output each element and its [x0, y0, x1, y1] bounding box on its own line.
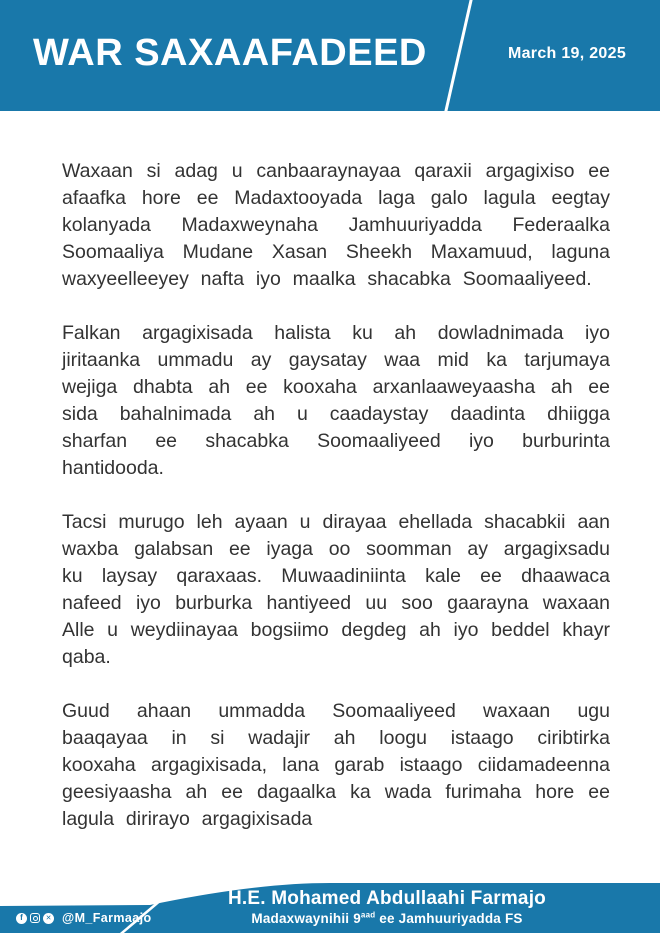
social-handle[interactable]: @M_Farmaajo	[62, 911, 152, 925]
page-title: WAR SAXAAFADEED	[33, 32, 427, 74]
president-role-prefix: Madaxwaynihii 9	[251, 911, 361, 926]
paragraph-call-to-unity: Guud ahaan ummadda Soomaaliyeed waxaan ugu baaqayaa in si wadajir ah loogu istaago ciribtirka kooxaha argagixisada, lana garab istaago ciidamadeenna geesiyaasha ah ee dagaalka ka wada furimaha hore ee lagula dirirayo argagixisada	[62, 700, 610, 830]
paragraph-condolences: Tacsi murugo leh ayaan u dirayaa ehellada shacabkii aan waxba galabsan ee iyaga oo soomman ay argagixsadu ku laysay qaraxaas. Muwaadiniinta kale ee dhaawaca nafeed iyo burburka hantiyeed uu soo gaarayna waxaan Alle u weydiinayaa bogsiimo degdeg ah iyo beddel khayr qaba.	[62, 511, 610, 668]
president-role-suffix: ee Jamhuuriyadda FS	[375, 911, 523, 926]
footer-ribbon	[0, 870, 660, 933]
paragraph-condemnation: Waxaan si adag u canbaaraynayaa qaraxii argagixiso ee afaafka hore ee Madaxtooyada laga galo lagula eegtay kolanyada Madaxweynaha Jamhuuriyadda Federaalka Soomaaliya Mudane Xasan Sheekh Maxamuud, laguna waxyeelleeyey nafta iyo maalka shacabka Soomaaliyeed.	[62, 160, 610, 290]
president-role	[114, 911, 660, 927]
x-icon[interactable]: ✕	[43, 913, 54, 924]
date-label: March 19, 2025	[507, 45, 627, 62]
president-role-ordinal: aad	[360, 910, 376, 920]
press-release-body	[0, 111, 660, 860]
signature-block	[114, 888, 660, 927]
paragraph-terror-act: Falkan argagixisada halista ku ah dowladnimada iyo jiritaanka ummadu ay gaysatay waa mid ka tarjumaya wejiga dhabta ah ee kooxaha arxanlaaweyaasha ah ee sida bahalnimada ah u caadaystay daadinta dhiigga sharfan ee shacabka Soomaaliyeed iyo burburinta hantidooda.	[62, 322, 610, 479]
president-name: H.E. Mohamed Abdullaahi Farmajo	[228, 888, 546, 909]
instagram-icon[interactable]	[30, 913, 40, 923]
facebook-icon[interactable]: f	[16, 913, 27, 924]
header-banner	[0, 0, 660, 111]
